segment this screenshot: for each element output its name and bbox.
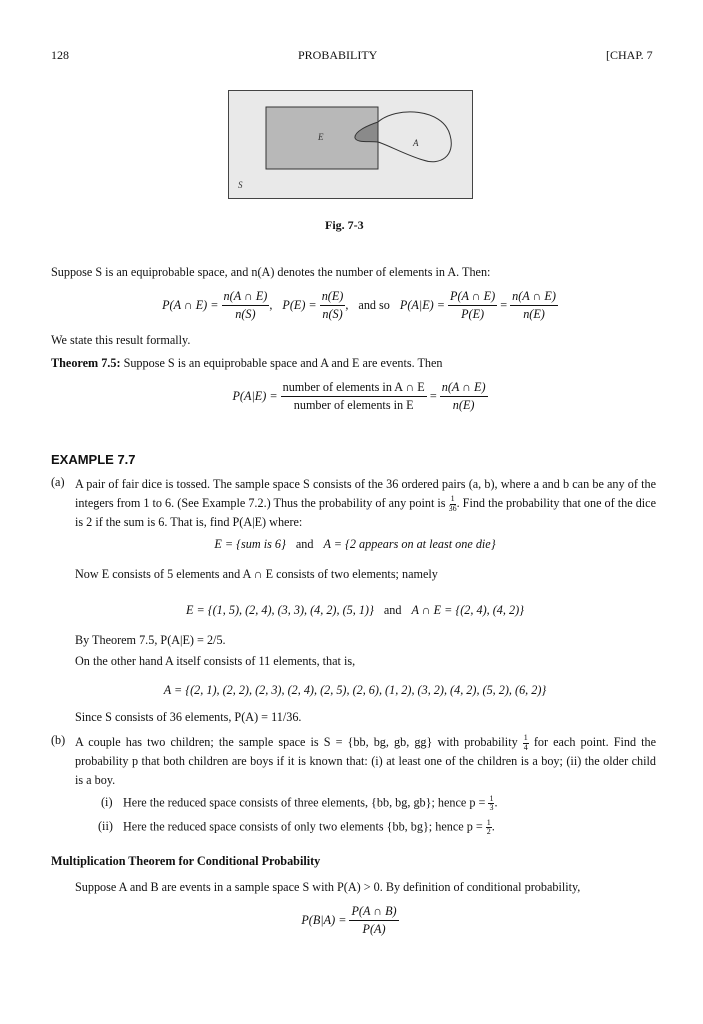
part-b-fraction: $\frac{1}{4}$	[523, 733, 528, 752]
part-a-now: Now E consists of 5 elements and A ∩ E consists of two elements; namely	[75, 567, 438, 581]
eq3-equals: =	[500, 297, 508, 312]
eq2-fraction: $\frac{n(E)}{n(S)}$	[321, 289, 344, 321]
theorem-fraction-symbols: $\frac{n(A \cap E)}{n(E)}$	[441, 380, 486, 412]
figure-caption: Fig. 7-3	[325, 218, 364, 232]
eq1-fraction: $\frac{n(A \cap E)}{n(S)}$	[223, 289, 268, 321]
running-title: PROBABILITY	[298, 48, 378, 62]
eq3-fraction-1: $\frac{P(A \cap E)}{P(E)}$	[450, 289, 496, 321]
part-b-ii-label: (ii)	[98, 819, 113, 833]
eq1-lhs: P(A ∩ E) =	[162, 297, 219, 312]
part-b-i-label: (i)	[101, 795, 113, 809]
part-a-eq2: E = {(1, 5), (2, 4), (3, 3), (4, 2), (5, 1)} and A ∩ E = {(2, 4), (4, 2)}	[185, 602, 525, 617]
formal-statement: We state this result formally.	[51, 333, 191, 347]
multiplication-lhs: P(B|A) =	[301, 912, 347, 927]
theorem-label: Theorem 7.5:	[51, 356, 121, 370]
intro-equations: P(A ∩ E) = $\frac{n(A \cap E)}{n(S)}$ , P(E) = $\frac{n(E)}{n(S)}$ , and so P(A|E) = $\frac{P(A \cap E)}{P(E)}$ = $\frac{n(A \cap E)}{n(E)}$	[162, 289, 556, 321]
part-a-eq1: E = {sum is 6} and A = {2 appears on at least one die}	[214, 536, 496, 551]
part-b-ii-fraction: $\frac{1}{2}$	[486, 818, 491, 837]
label-e: E	[318, 132, 324, 142]
theorem-statement	[51, 354, 656, 373]
theorem-equation	[150, 376, 570, 416]
label-a: A	[413, 138, 419, 148]
part-a-label: (a)	[51, 475, 65, 489]
page-number: 128	[51, 48, 69, 62]
venn-figure	[228, 90, 474, 200]
chapter-label: [CHAP. 7	[606, 48, 653, 62]
part-b-i-text: Here the reduced space consists of three elements, {bb, bg, gb}; hence p = $\frac{1}{3}$ .	[123, 794, 498, 813]
and-so: and so	[358, 297, 390, 312]
part-b-i-fraction: $\frac{1}{3}$	[489, 794, 494, 813]
eq3-lhs: P(A|E) =	[399, 297, 445, 312]
label-s: S	[238, 180, 243, 190]
intro-text: Suppose S is an equiprobable space, and n(A) denotes the number of elements in A. Then:	[51, 265, 491, 279]
example-heading: EXAMPLE 7.7	[51, 452, 136, 467]
multiplication-heading: Multiplication Theorem for Conditional Probability	[51, 854, 321, 868]
part-a-other-hand: On the other hand A itself consists of 11 elements, that is,	[75, 654, 356, 668]
eq2-lhs: P(E) =	[282, 297, 317, 312]
multiplication-equation	[250, 900, 450, 940]
part-a-fraction: $\frac{1}{36}$	[448, 494, 457, 513]
theorem-text: Suppose S is an equiprobable space and A and E are events. Then	[123, 356, 443, 370]
multiplication-fraction: $\frac{P(A \cap B)}{P(A)}$	[351, 904, 397, 936]
part-b-text: A couple has two children; the sample space is S = {bb, bg, gb, gg} with probability $\frac{1}{4}$ for each point. Find the probability p that both children are boys if it is known that: (i) at least one of the children is a boy; (ii) the older child is a boy.	[75, 733, 657, 788]
part-a-text: A pair of fair dice is tossed. The sample space S consists of the 36 ordered pairs (a, b), where a and b can be any of the integers from 1 to 6. (See Example 7.2.) Thus the probability of any point is $\frac{1}{36}$ . Find the probability that one of the dice is 2 if the sum is 6. That is, find P(A|E) where:	[75, 477, 656, 530]
theorem-equals: =	[429, 388, 437, 403]
part-a-by-theorem: By Theorem 7.5, P(A|E) = 2/5.	[75, 633, 226, 647]
eq3-fraction-2: $\frac{n(A \cap E)}{n(E)}$	[512, 289, 556, 321]
part-b-ii-text: Here the reduced space consists of only two elements {bb, bg}; hence p = $\frac{1}{2}$ .	[123, 818, 495, 837]
part-a-eq3: A = {(2, 1), (2, 2), (2, 3), (2, 4), (2, 5), (2, 6), (1, 2), (3, 2), (4, 2), (5, 2), (6, 2)}	[163, 682, 547, 697]
multiplication-text: Suppose A and B are events in a sample space S with P(A) > 0. By definition of conditional probability,	[75, 880, 581, 894]
part-a-since: Since S consists of 36 elements, P(A) = 11/36.	[75, 710, 302, 724]
part-b-label: (b)	[51, 733, 66, 747]
theorem-lhs: P(A|E) =	[232, 388, 278, 403]
theorem-fraction-words: $\frac{\text{number of elements in A ∩ E}}{\text{number of elements in E}}$	[282, 380, 425, 412]
